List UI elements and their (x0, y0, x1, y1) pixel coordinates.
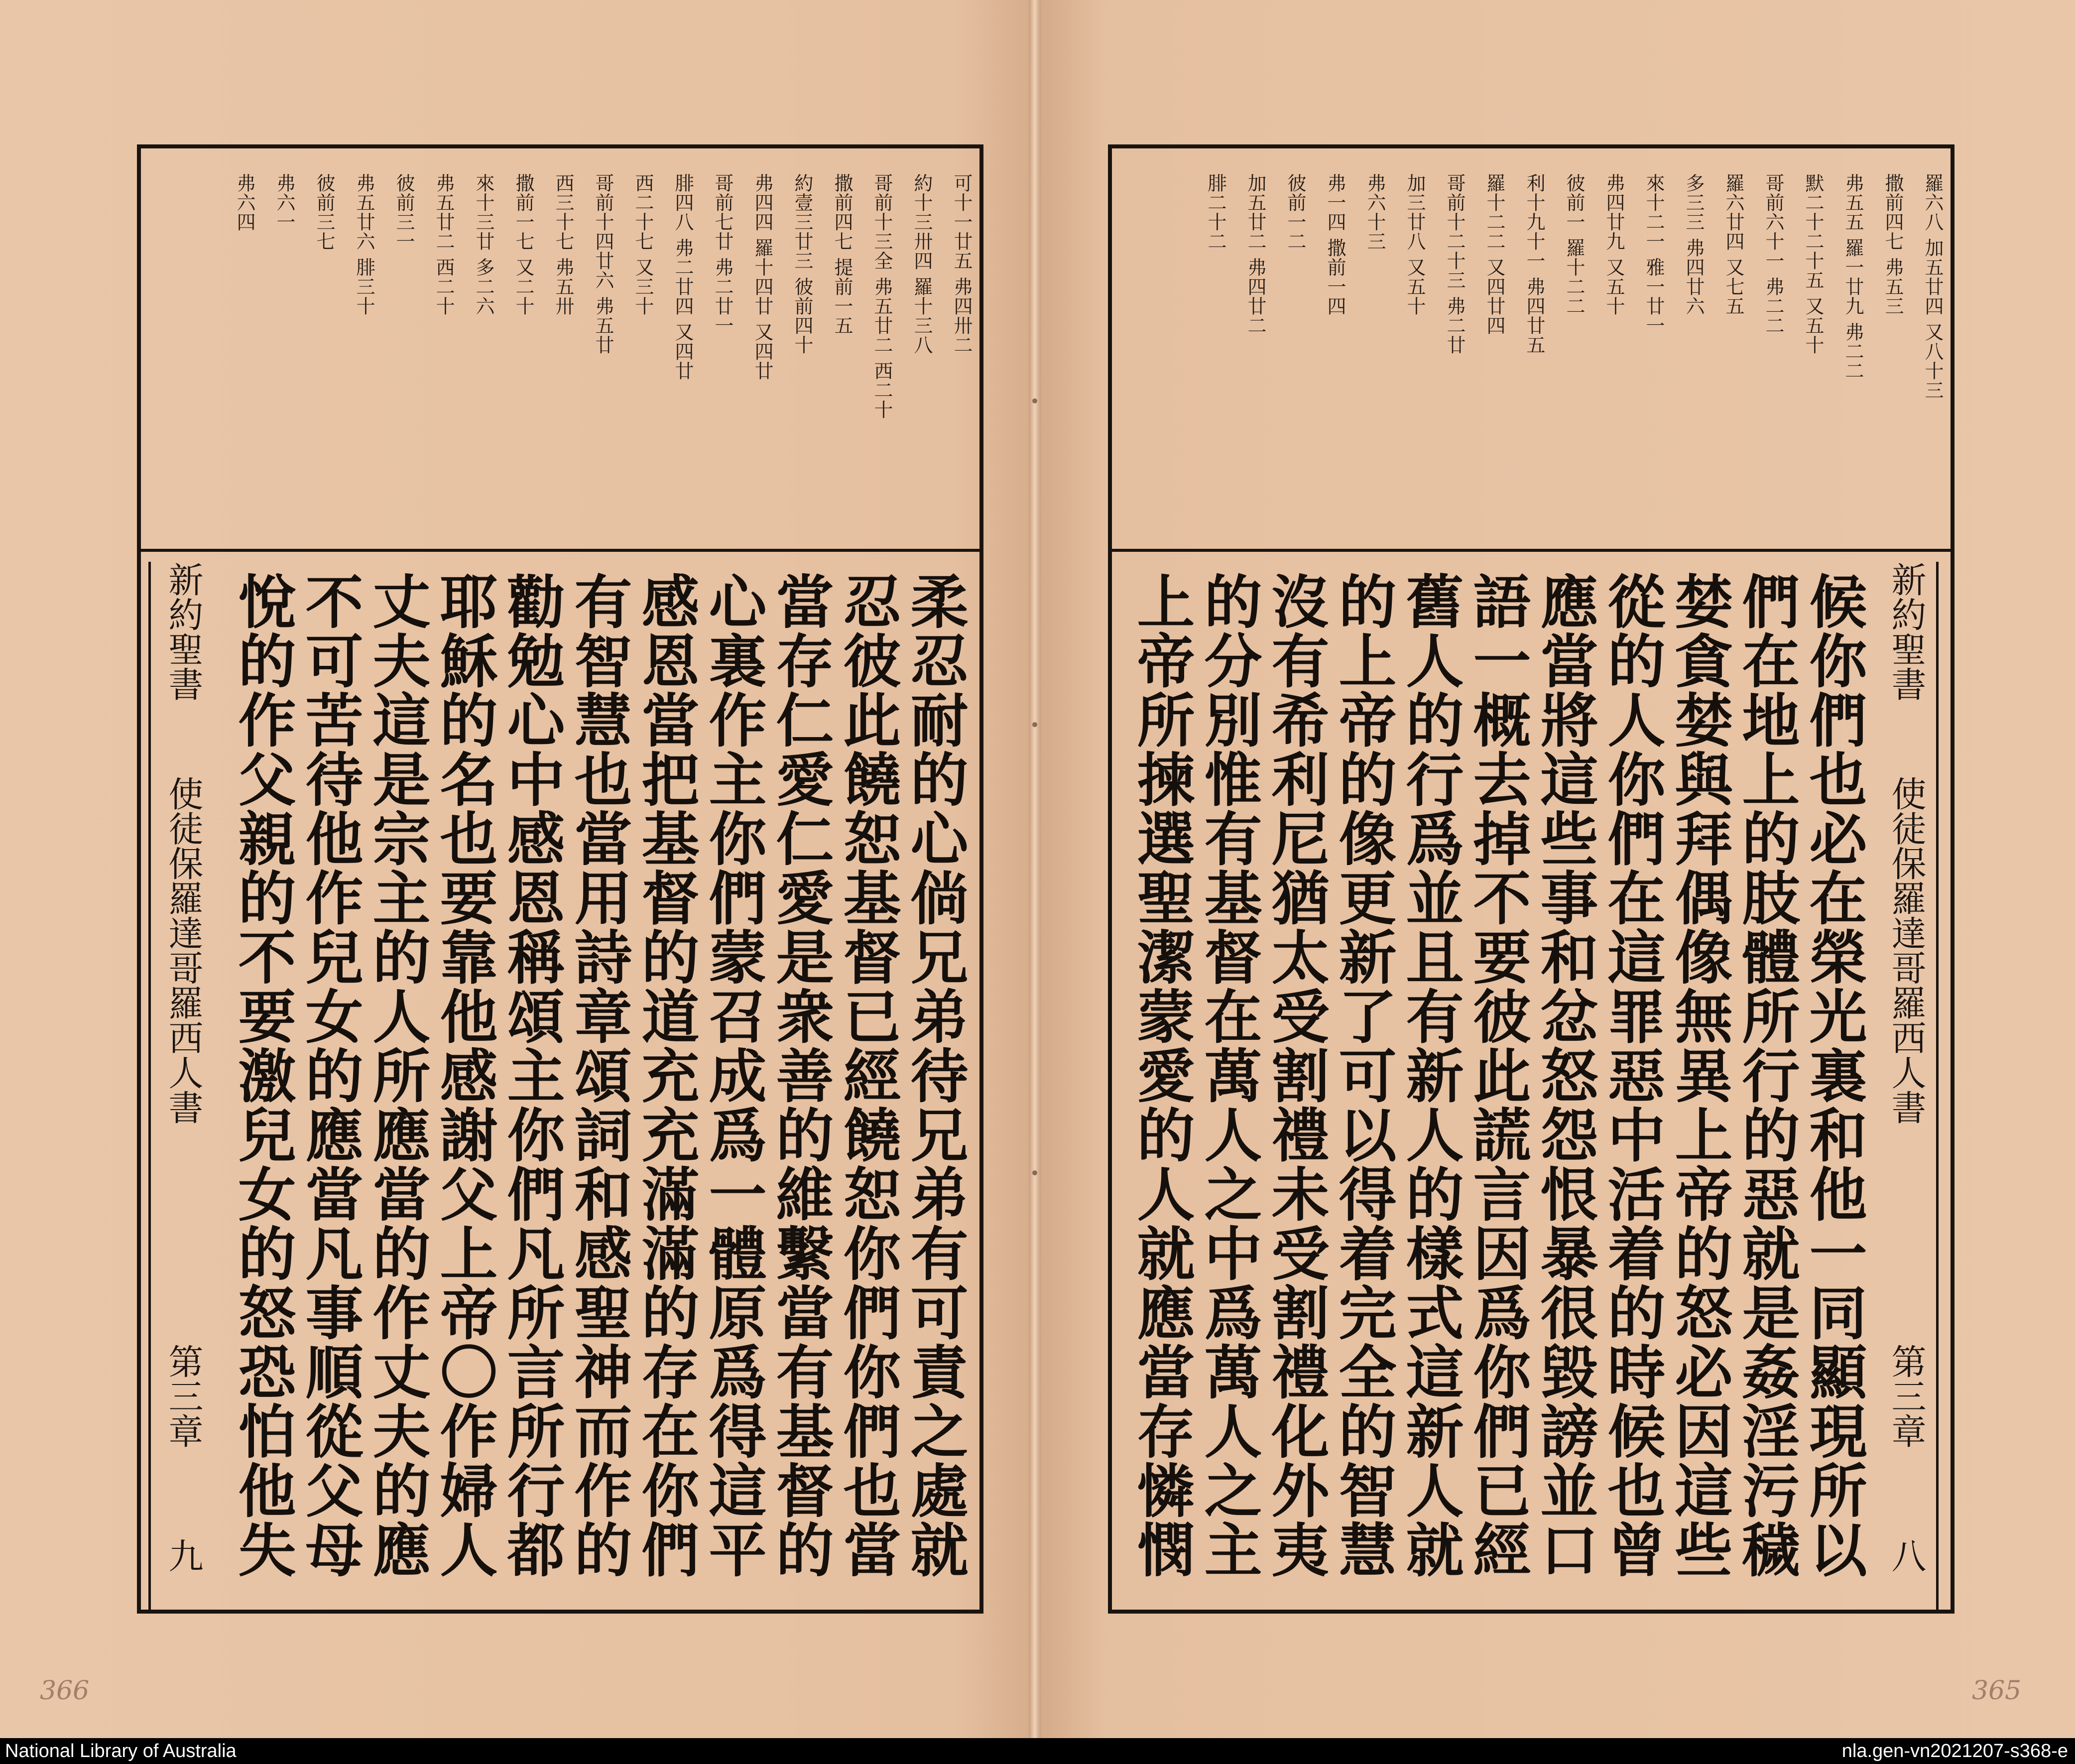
pencil-page-mark: 365 (1972, 1676, 2022, 1706)
reference-note: 約十三卅四 羅十三八 (911, 173, 933, 355)
reference-note: 弗六一 (273, 173, 295, 232)
reference-note: 彼前一 羅十二二 (1563, 173, 1585, 316)
stitch-hole (1032, 398, 1037, 403)
reference-note: 腓四八 弗二廿四 又四廿 (672, 173, 694, 381)
text-column: 不可苦待他作兒女的應當凡事順從父母 (296, 572, 364, 1579)
reference-note: 哥前七廿 弗二廿一 (712, 173, 733, 336)
text-column: 上帝所揀選聖潔蒙愛的人就應當存憐憫 (1127, 572, 1195, 1579)
reference-note: 西二十七 又三十 (632, 173, 654, 316)
reference-note: 弗五五 羅一廿九 弗二二 (1842, 173, 1864, 381)
reference-note: 撒前四七 提前一五 (831, 173, 853, 336)
text-column: 心裏作主你們蒙召成爲一體原爲得這平 (699, 572, 767, 1579)
reference-note: 彼前三七 (313, 173, 335, 251)
left-running-header (148, 562, 213, 1613)
page-number: 九 (163, 1538, 204, 1573)
text-column: 的分別惟有基督在萬人之中爲萬人之主 (1195, 572, 1262, 1579)
reference-note: 彼前三一 (393, 173, 415, 251)
text-column: 勸勉心中感恩稱頌主你們凡所言所行都 (497, 572, 565, 1579)
reference-note: 哥前十二十三 弗二廿 (1444, 173, 1465, 355)
reference-note: 腓二十二 (1205, 173, 1226, 251)
reference-note: 弗四四 羅十四廿 又四廿 (751, 173, 773, 381)
text-column: 丈夫這是宗主的人所應當的作丈夫的應 (363, 572, 431, 1579)
left-text-frame (137, 144, 983, 1614)
header-book: 使徒保羅達哥羅西人書 (1886, 776, 1927, 1125)
library-credit: National Library of Australia (5, 1741, 237, 1762)
reference-note: 撒前一七 又二十 (512, 173, 534, 316)
reference-note: 弗四廿九 又五十 (1603, 173, 1625, 316)
reference-note: 哥前十四廿六 弗五廿 (592, 173, 614, 355)
text-column: 們在地上的肢體所行的惡就是姦淫污穢 (1732, 572, 1800, 1579)
text-column: 婪貪婪與拜偶像無異上帝的怒必因這些 (1665, 572, 1733, 1579)
reference-note: 弗五廿二 西二十 (433, 173, 455, 316)
header-chapter: 第三章 (1886, 1344, 1927, 1448)
text-column: 忍彼此饒恕基督已經饒恕你們你們也當 (834, 572, 901, 1579)
reference-note: 約壹三廿三 彼前四十 (791, 173, 813, 355)
reference-note: 弗五廿六 腓三十 (353, 173, 375, 316)
reference-note: 羅六八 加五廿四 又八十三 (1922, 173, 1944, 400)
text-column: 應當將這些事和忿怒怨恨暴很毀謗並口 (1531, 572, 1598, 1579)
right-main-text (1112, 552, 1951, 1610)
reference-note: 多三三 弗四廿六 (1683, 173, 1705, 316)
text-column: 有智慧也當用詩章頌詞和感聖神而作的 (565, 572, 632, 1579)
text-column: 語一概去掉不要彼此謊言因爲你們已經 (1464, 572, 1531, 1579)
stitch-hole (1032, 722, 1037, 727)
right-text-frame (1108, 144, 1954, 1614)
image-identifier: nla.gen-vn2021207-s368-e (1841, 1741, 2068, 1762)
stitch-hole (1032, 1170, 1037, 1175)
text-column: 當存仁愛仁愛是衆善的維繫當有基督的 (766, 572, 834, 1579)
text-column: 的上帝的像更新了可以得着完全的智慧 (1329, 572, 1397, 1579)
reference-note: 利十九十一 弗四廿五 (1523, 173, 1545, 355)
left-reference-notes (141, 168, 979, 552)
right-reference-notes (1112, 168, 1951, 552)
reference-note: 羅六廿四 又七五 (1722, 173, 1744, 316)
text-column: 悅的作父親的不要激兒女的怒恐怕他失 (229, 572, 296, 1579)
header-title: 新約聖書 (1886, 562, 1927, 701)
text-column: 舊人的行爲並且有新人的樣式這新人就 (1396, 572, 1464, 1579)
reference-note: 弗六四 (234, 173, 255, 232)
text-column: 柔忍耐的心倘兄弟待兄弟有可責之處就 (901, 572, 969, 1579)
reference-note: 來十二一 雅一廿一 (1643, 173, 1665, 336)
pencil-page-mark: 366 (40, 1676, 90, 1706)
reference-note: 默二十二十五 又五十 (1802, 173, 1824, 355)
reference-note: 羅十二二 又四廿四 (1483, 173, 1505, 336)
book-gutter (1029, 0, 1041, 1738)
left-main-text (141, 552, 979, 1610)
reference-note: 哥前十三全 弗五廿二 西二十 (871, 173, 893, 420)
page-number: 八 (1886, 1538, 1927, 1573)
text-column: 感恩當把基督的道充充滿滿的存在你們 (632, 572, 700, 1579)
header-chapter: 第三章 (163, 1344, 204, 1448)
reference-note: 可十一廿五 弗四卅二 (951, 173, 973, 355)
attribution-bar (0, 1738, 2075, 1764)
reference-note: 加五廿二 弗四廿二 (1244, 173, 1266, 336)
reference-note: 加三廿八 又五十 (1404, 173, 1426, 316)
header-title: 新約聖書 (163, 562, 204, 701)
text-column: 候你們也必在榮光裏和他一同顯現所以 (1800, 572, 1867, 1579)
text-column: 耶穌的名也要靠他感謝父上帝〇作婦人 (430, 572, 498, 1579)
reference-note: 來十三廿 多二六 (473, 173, 494, 316)
header-book: 使徒保羅達哥羅西人書 (163, 776, 204, 1125)
right-running-header (1874, 562, 1939, 1613)
text-column: 從的人你們在這罪惡中活着的時候也曾 (1598, 572, 1666, 1579)
text-column: 沒有希利尼猶太受割禮未受割禮化外夷 (1262, 572, 1330, 1579)
reference-note: 彼前一二 (1284, 173, 1306, 251)
reference-note: 撒前四七 弗五三 (1882, 173, 1904, 316)
reference-note: 西三十七 弗五卅 (552, 173, 574, 316)
reference-note: 哥前六十一 弗二二 (1762, 173, 1784, 336)
reference-note: 弗六十三 (1364, 173, 1386, 251)
reference-note: 弗一四 撒前一四 (1324, 173, 1346, 316)
